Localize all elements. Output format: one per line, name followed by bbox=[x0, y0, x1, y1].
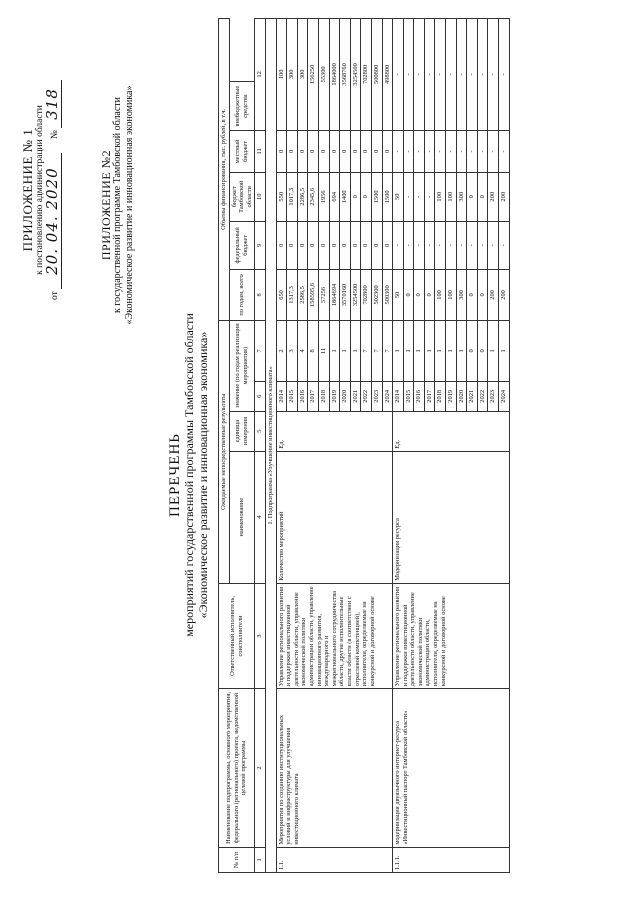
date-prefix: от bbox=[50, 291, 60, 300]
column-number: 9 bbox=[255, 221, 266, 270]
finance-federal: 0 bbox=[308, 221, 319, 270]
finance-regional: 300 bbox=[456, 172, 467, 221]
finance-regional: 1017,3 bbox=[287, 172, 298, 221]
header-local: местный бюджет bbox=[229, 130, 255, 172]
finance-federal: - bbox=[414, 221, 425, 270]
finance-federal: 0 bbox=[297, 221, 308, 270]
subprogram-title: 1. Подпрограмма «Улучшение инвестиционного климата» bbox=[265, 19, 276, 873]
finance-regional: 100 bbox=[446, 172, 457, 221]
appendix-2-line1: к государственной программе Тамбовской области bbox=[112, 96, 123, 314]
finance-local: - bbox=[435, 130, 446, 172]
result-year: 2014 bbox=[393, 382, 404, 412]
finance-regional: 200 bbox=[499, 172, 510, 221]
finance-extra: - bbox=[446, 19, 457, 131]
result-year: 2017 bbox=[424, 382, 435, 412]
result-value: 2 bbox=[276, 320, 287, 381]
appendix-2-line2: «Экономическое развитие и инновационная экономика» bbox=[124, 85, 135, 325]
appendix-2-block bbox=[100, 55, 136, 355]
finance-extra: - bbox=[477, 19, 488, 131]
finance-local: 0 bbox=[308, 130, 319, 172]
finance-total: 0 bbox=[477, 270, 488, 321]
finance-regional: 1500 bbox=[371, 172, 382, 221]
finance-federal: - bbox=[499, 221, 510, 270]
finance-local: - bbox=[477, 130, 488, 172]
finance-local: - bbox=[403, 130, 414, 172]
result-value: 7 bbox=[371, 320, 382, 381]
finance-local: - bbox=[499, 130, 510, 172]
header-num: № п/п bbox=[219, 847, 255, 872]
finance-local: 0 bbox=[276, 130, 287, 172]
finance-federal: 0 bbox=[371, 221, 382, 270]
finance-regional: 2345,6 bbox=[308, 172, 319, 221]
result-value: 1 bbox=[393, 320, 404, 381]
header-extra: внебюджетные средства bbox=[229, 82, 255, 130]
column-number: 6 bbox=[255, 382, 266, 412]
finance-local: 0 bbox=[340, 130, 351, 172]
result-value: 0 bbox=[477, 320, 488, 381]
measures-table bbox=[218, 18, 510, 873]
result-value: 7 bbox=[361, 320, 372, 381]
result-value: 1 bbox=[488, 320, 499, 381]
finance-extra: 1864000 bbox=[329, 19, 340, 131]
result-value: 7 bbox=[382, 320, 393, 381]
header-res-name: наименование bbox=[229, 451, 255, 583]
result-value: 1 bbox=[456, 320, 467, 381]
finance-federal: 0 bbox=[382, 221, 393, 270]
finance-total: 500300 bbox=[382, 270, 393, 321]
finance-federal: - bbox=[456, 221, 467, 270]
finance-total: 650 bbox=[276, 270, 287, 321]
result-year: 2023 bbox=[488, 382, 499, 412]
finance-extra: 498800 bbox=[382, 19, 393, 131]
table-body bbox=[265, 19, 509, 873]
finance-regional: 1956 bbox=[318, 172, 329, 221]
appendix-1-block bbox=[22, 55, 61, 325]
finance-extra: - bbox=[467, 19, 478, 131]
measure-name: модернизация двуязычного интернет-ресурса «Инвестиционный паспорт Тамбовской области» bbox=[393, 689, 510, 847]
finance-regional: - bbox=[403, 172, 414, 221]
finance-regional: 50 bbox=[393, 172, 404, 221]
column-number: 12 bbox=[255, 19, 266, 131]
title-line3: «Экономическое развитие и инновационная экономика» bbox=[196, 331, 210, 619]
finance-extra: - bbox=[488, 19, 499, 131]
subprogram-row bbox=[265, 19, 276, 873]
finance-regional: 0 bbox=[467, 172, 478, 221]
finance-regional: 2286,5 bbox=[297, 172, 308, 221]
finance-regional: - bbox=[424, 172, 435, 221]
finance-regional: 200 bbox=[488, 172, 499, 221]
finance-total: 57256 bbox=[318, 270, 329, 321]
column-number: 4 bbox=[255, 451, 266, 583]
finance-total: 200 bbox=[499, 270, 510, 321]
appendix-1-title: ПРИЛОЖЕНИЕ № 1 bbox=[20, 128, 35, 252]
finance-local: - bbox=[414, 130, 425, 172]
finance-local: 0 bbox=[361, 130, 372, 172]
finance-extra: 300 bbox=[287, 19, 298, 131]
result-value: 1 bbox=[499, 320, 510, 381]
header-federal: федеральный бюджет bbox=[229, 221, 255, 270]
result-year: 2024 bbox=[499, 382, 510, 412]
result-year: 2019 bbox=[329, 382, 340, 412]
finance-federal: - bbox=[435, 221, 446, 270]
column-number: 7 bbox=[255, 320, 266, 381]
result-name: Количество мероприятий bbox=[276, 451, 393, 583]
finance-regional: 100 bbox=[435, 172, 446, 221]
appendix-1-line: к постановлению администрации области bbox=[35, 105, 45, 275]
column-number: 10 bbox=[255, 172, 266, 221]
finance-extra: - bbox=[393, 19, 404, 131]
title-line2: мероприятий государственной программы Тамбовской области bbox=[182, 313, 196, 637]
finance-local: 0 bbox=[350, 130, 361, 172]
finance-local: - bbox=[467, 130, 478, 172]
column-number: 1 bbox=[255, 847, 266, 872]
finance-total: 3570160 bbox=[340, 270, 351, 321]
result-year: 2024 bbox=[382, 382, 393, 412]
result-unit: Ед. bbox=[393, 411, 510, 451]
result-year: 2016 bbox=[414, 382, 425, 412]
finance-local: - bbox=[446, 130, 457, 172]
result-value: 1 bbox=[403, 320, 414, 381]
finance-regional: - bbox=[414, 172, 425, 221]
result-year: 2016 bbox=[297, 382, 308, 412]
finance-local: 0 bbox=[318, 130, 329, 172]
finance-extra: 500800 bbox=[371, 19, 382, 131]
handwritten-number: 318 bbox=[43, 80, 62, 128]
finance-local: 0 bbox=[382, 130, 393, 172]
finance-extra: - bbox=[403, 19, 414, 131]
finance-total: 100 bbox=[446, 270, 457, 321]
result-value: 1 bbox=[329, 320, 340, 381]
row-number: 1.1.1. bbox=[393, 847, 510, 872]
finance-federal: 0 bbox=[287, 221, 298, 270]
header-res-value: значение (по годам реализации мероприятия) bbox=[229, 320, 255, 411]
result-year: 2014 bbox=[276, 382, 287, 412]
table-row bbox=[393, 19, 404, 873]
result-year: 2017 bbox=[308, 382, 319, 412]
finance-total: 0 bbox=[403, 270, 414, 321]
finance-local: - bbox=[488, 130, 499, 172]
finance-extra: - bbox=[435, 19, 446, 131]
header-row-1 bbox=[219, 19, 230, 873]
result-year: 2021 bbox=[350, 382, 361, 412]
column-number: 3 bbox=[255, 583, 266, 689]
finance-federal: - bbox=[403, 221, 414, 270]
number-prefix: № bbox=[50, 130, 60, 140]
finance-federal: - bbox=[424, 221, 435, 270]
finance-extra: 3254500 bbox=[350, 19, 361, 131]
finance-extra: - bbox=[499, 19, 510, 131]
finance-extra: 300 bbox=[297, 19, 308, 131]
finance-regional: 0 bbox=[477, 172, 488, 221]
finance-federal: - bbox=[488, 221, 499, 270]
finance-federal: 0 bbox=[340, 221, 351, 270]
finance-local: - bbox=[456, 130, 467, 172]
finance-total: 200 bbox=[488, 270, 499, 321]
finance-federal: - bbox=[393, 221, 404, 270]
finance-local: - bbox=[393, 130, 404, 172]
finance-federal: - bbox=[477, 221, 488, 270]
finance-total: 0 bbox=[467, 270, 478, 321]
finance-extra: 702800 bbox=[361, 19, 372, 131]
finance-regional: 0 bbox=[350, 172, 361, 221]
finance-total: 1864694 bbox=[329, 270, 340, 321]
finance-total: 0 bbox=[414, 270, 425, 321]
finance-federal: 0 bbox=[276, 221, 287, 270]
finance-total: 158595,6 bbox=[308, 270, 319, 321]
result-value: 0 bbox=[467, 320, 478, 381]
finance-total: 1317,3 bbox=[287, 270, 298, 321]
column-number: 5 bbox=[255, 411, 266, 451]
finance-total: 100 bbox=[435, 270, 446, 321]
row-number: 1.1. bbox=[276, 847, 393, 872]
appendix-1-date-line bbox=[43, 55, 61, 325]
finance-extra: 3568760 bbox=[340, 19, 351, 131]
column-number-row bbox=[255, 19, 266, 873]
result-year: 2022 bbox=[361, 382, 372, 412]
header-executor: Ответственный исполнитель, соисполнители bbox=[219, 583, 255, 689]
result-value: 1 bbox=[424, 320, 435, 381]
finance-federal: 0 bbox=[361, 221, 372, 270]
result-value: 1 bbox=[414, 320, 425, 381]
finance-local: 0 bbox=[297, 130, 308, 172]
finance-extra: 100 bbox=[276, 19, 287, 131]
responsible-executor: Управление регионального развития и поддержки инвестиционной деятельности области, управление экономической политики администрации области, исполнители, определяемые на конкурсной и договорной основе bbox=[393, 583, 510, 689]
result-value: 1 bbox=[340, 320, 351, 381]
result-year: 2020 bbox=[456, 382, 467, 412]
result-year: 2021 bbox=[467, 382, 478, 412]
appendix-2-title: ПРИЛОЖЕНИЕ №2 bbox=[99, 149, 113, 261]
header-results: Ожидаемые непосредственные результаты bbox=[219, 320, 230, 583]
header-by-years: по годам, всего bbox=[229, 270, 255, 321]
finance-regional: 1400 bbox=[340, 172, 351, 221]
result-year: 2022 bbox=[477, 382, 488, 412]
result-value: 8 bbox=[308, 320, 319, 381]
finance-extra: - bbox=[424, 19, 435, 131]
finance-total: 2586,5 bbox=[297, 270, 308, 321]
result-value: 3 bbox=[287, 320, 298, 381]
finance-local: 0 bbox=[371, 130, 382, 172]
finance-regional: 1500 bbox=[382, 172, 393, 221]
document-title bbox=[168, 195, 210, 755]
result-name: Модернизация ресурса bbox=[393, 451, 510, 583]
table-row bbox=[276, 19, 287, 873]
column-number: 11 bbox=[255, 130, 266, 172]
finance-federal: - bbox=[446, 221, 457, 270]
finance-regional: 0 bbox=[361, 172, 372, 221]
result-year: 2018 bbox=[318, 382, 329, 412]
finance-total: 702800 bbox=[361, 270, 372, 321]
finance-federal: 0 bbox=[350, 221, 361, 270]
header-finance: Объемы финансирования, тыс. рублей, в т.ч. bbox=[219, 19, 230, 321]
result-value: 1 bbox=[350, 320, 361, 381]
column-number: 8 bbox=[255, 270, 266, 321]
finance-extra: - bbox=[456, 19, 467, 131]
finance-regional: 694 bbox=[329, 172, 340, 221]
title-line1: ПЕРЕЧЕНЬ bbox=[167, 433, 183, 517]
responsible-executor: Управление регионального развития и поддержки инвестиционной деятельности области, управление экономической политики администрации области, управление инновационного развития, международного и межрегионального сотрудничества области, другие исполнительные власти области (в соответствии с отраслевой компетенцией), исполнители, определяемые на конкурсной и договорной основе bbox=[276, 583, 393, 689]
result-year: 2019 bbox=[446, 382, 457, 412]
finance-total: 50 bbox=[393, 270, 404, 321]
result-value: 4 bbox=[297, 320, 308, 381]
finance-total: 502300 bbox=[371, 270, 382, 321]
result-value: 1 bbox=[446, 320, 457, 381]
result-year: 2020 bbox=[340, 382, 351, 412]
finance-federal: 0 bbox=[318, 221, 329, 270]
result-year: 2015 bbox=[403, 382, 414, 412]
finance-extra: - bbox=[414, 19, 425, 131]
finance-total: 0 bbox=[424, 270, 435, 321]
header-regional: бюджет Тамбовской области bbox=[229, 172, 255, 221]
header-res-unit: единица измерения bbox=[229, 411, 255, 451]
result-unit: Ед. bbox=[276, 411, 393, 451]
finance-local: 0 bbox=[287, 130, 298, 172]
result-value: 1 bbox=[435, 320, 446, 381]
measure-name: Мероприятия по созданию институциональных условий и инфраструктуры для улучшения инвестиционного климата bbox=[276, 689, 393, 847]
finance-total: 3254500 bbox=[350, 270, 361, 321]
header-spacer bbox=[229, 19, 255, 82]
header-name: Наименование подпрограммы, основного мероприятия, федерального (регионального) проекта, ведомственной целевой программы bbox=[219, 689, 255, 847]
result-year: 2015 bbox=[287, 382, 298, 412]
handwritten-date: 20. 04. 2020 bbox=[43, 153, 62, 288]
finance-extra: 156250 bbox=[308, 19, 319, 131]
result-value: 11 bbox=[318, 320, 329, 381]
finance-local: - bbox=[424, 130, 435, 172]
column-number: 2 bbox=[255, 689, 266, 847]
finance-federal: 0 bbox=[329, 221, 340, 270]
finance-extra: 55300 bbox=[318, 19, 329, 131]
finance-regional: 550 bbox=[276, 172, 287, 221]
result-year: 2023 bbox=[371, 382, 382, 412]
finance-local: 0 bbox=[329, 130, 340, 172]
finance-federal: - bbox=[467, 221, 478, 270]
result-year: 2018 bbox=[435, 382, 446, 412]
finance-total: 300 bbox=[456, 270, 467, 321]
